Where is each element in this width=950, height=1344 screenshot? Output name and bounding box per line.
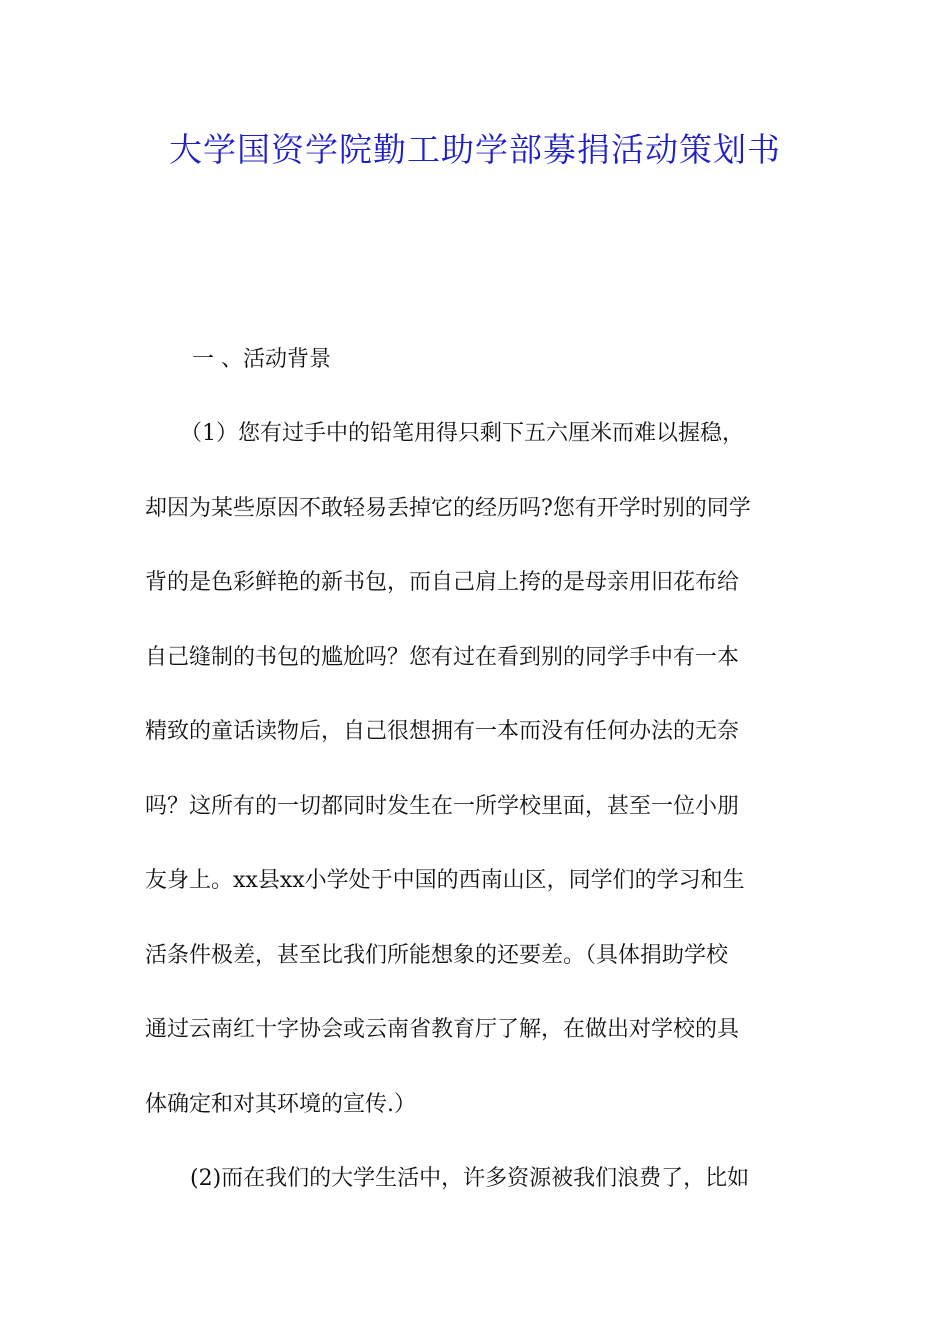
paragraph-line: 通过云南红十字协会或云南省教育厅了解，在做出对学校的具 [145, 1017, 740, 1042]
paragraph-line: (2)而在我们的大学生活中，许多资源被我们浪费了，比如 [190, 1166, 750, 1191]
paragraph-line: 体确定和对其环境的宣传.） [145, 1091, 416, 1117]
section-heading: 一 、活动背景 [192, 347, 331, 372]
paragraph-line: 自己缝制的书包的尴尬吗？您有过在看到别的同学手中有一本 [145, 644, 740, 670]
paragraph-1 [145, 397, 810, 1142]
paragraph-line: 友身上。xx县xx小学处于中国的西南山区，同学们的学习和生 [145, 868, 745, 893]
paragraph-line: （1）您有过手中的铅笔用得只剩下五六厘米而难以握稳， [180, 421, 744, 446]
paragraph-line: 背的是色彩鲜艳的新书包，而自己肩上挎的是母亲用旧花布给 [145, 570, 740, 595]
paragraph-line: 却因为某些原因不敢轻易丢掉它的经历吗?您有开学时别的同学 [145, 495, 751, 521]
document-title: 大学国资学院勤工助学部募捐活动策划书 [169, 130, 781, 169]
paragraph-line: 活条件极差，甚至比我们所能想象的还要差。（具体捐助学校 [145, 942, 729, 968]
paragraph-line: 精致的童话读物后，自己很想拥有一本而没有任何办法的无奈 [145, 719, 740, 744]
paragraph-line: 吗？这所有的一切都同时发生在一所学校里面，甚至一位小朋 [145, 793, 740, 819]
paragraph-2 [145, 1142, 810, 1217]
